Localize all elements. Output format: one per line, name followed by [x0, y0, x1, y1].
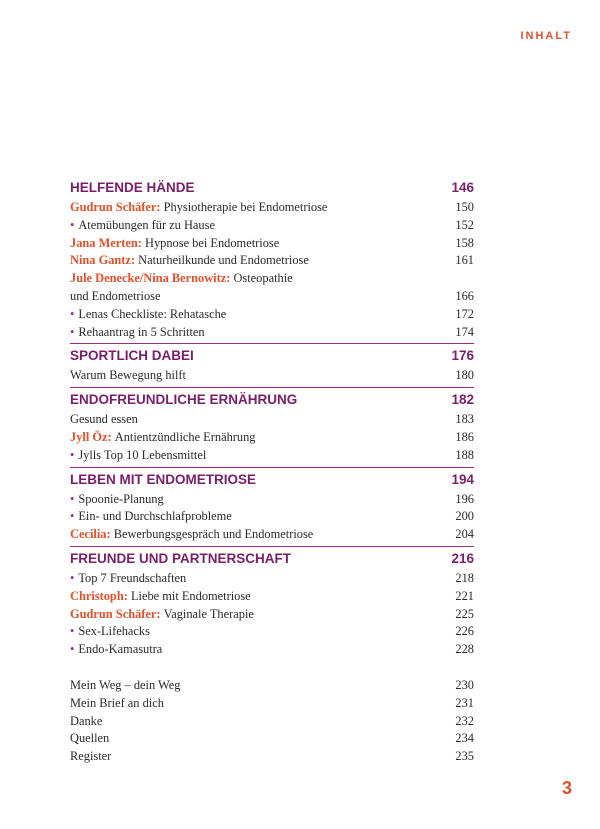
section-title: ENDOFREUNDLICHE ERNÄHRUNG: [70, 392, 298, 408]
entry-page: 235: [455, 749, 474, 764]
toc-entry[interactable]: [70, 199, 474, 217]
entry-text: [70, 730, 444, 748]
entry-page: 161: [455, 253, 474, 268]
toc-entry[interactable]: [70, 623, 474, 641]
section-heading[interactable]: [70, 343, 474, 367]
entry-page: 186: [455, 429, 474, 444]
entry-page: 180: [455, 368, 474, 383]
section-entries: [70, 367, 474, 385]
entry-title: Gesund essen: [70, 412, 138, 427]
entry-text: [70, 606, 444, 624]
entry-title: Physiotherapie bei Endometriose: [163, 200, 328, 214]
entry-page: 218: [455, 570, 474, 585]
bullet-icon: •: [70, 570, 75, 585]
section-page: 216: [451, 550, 474, 566]
entry-page: 200: [455, 509, 474, 524]
section-page: 176: [451, 348, 474, 364]
toc-section: [70, 387, 474, 464]
entry-text: [70, 526, 444, 544]
entry-title: Sex-Lifehacks: [78, 624, 150, 639]
toc-entry[interactable]: [70, 526, 474, 544]
entry-page: 232: [455, 713, 474, 728]
section-title: HELFENDE HÄNDE: [70, 180, 195, 195]
toc-section: [70, 176, 474, 341]
entry-text: [70, 270, 444, 288]
toc-entry[interactable]: [70, 367, 474, 385]
entry-page: 158: [455, 235, 474, 250]
entry-text: [70, 288, 444, 306]
entry-page: 150: [455, 200, 474, 214]
entry-page: 196: [455, 491, 474, 506]
toc-section: [70, 343, 474, 385]
entry-title: Vaginale Therapie: [163, 606, 254, 621]
toc-entry[interactable]: [70, 235, 474, 253]
toc-section: [70, 467, 474, 544]
section-entries: [70, 199, 474, 341]
entry-title: Ein- und Durchschlafprobleme: [78, 509, 232, 524]
entry-text: [70, 252, 444, 270]
toc-entry[interactable]: [70, 288, 474, 306]
entry-author: Jana Merten:: [70, 235, 146, 250]
entry-title: Antientzündliche Ernährung: [114, 429, 256, 444]
section-heading[interactable]: [70, 176, 474, 199]
entry-title: Naturheilkunde und Endometriose: [138, 253, 309, 268]
entry-author: Jyll Öz:: [70, 429, 115, 444]
toc-entry[interactable]: [70, 306, 474, 324]
section-page: 194: [451, 471, 474, 487]
entry-text: [70, 677, 444, 695]
entry-page: 183: [455, 412, 474, 427]
bullet-icon: •: [70, 624, 75, 639]
entry-page: 172: [455, 306, 474, 321]
entry-author: Gudrun Schäfer:: [70, 200, 164, 214]
toc-section: [70, 546, 474, 659]
table-of-contents: [70, 176, 474, 766]
toc-entry[interactable]: [70, 713, 474, 731]
section-heading[interactable]: [70, 467, 474, 491]
entry-text: [70, 217, 444, 235]
toc-entry[interactable]: [70, 270, 474, 288]
toc-entry[interactable]: [70, 447, 474, 465]
bullet-icon: •: [70, 306, 75, 321]
section-title: SPORTLICH DABEI: [70, 348, 194, 364]
entry-text: [70, 491, 444, 509]
entry-page: 174: [455, 324, 474, 339]
entry-author: Christoph:: [70, 588, 131, 603]
entry-title: Endo-Kamasutra: [78, 642, 163, 657]
entry-page: 204: [455, 527, 474, 542]
entry-text: [70, 447, 444, 465]
section-entries: [70, 570, 474, 659]
bullet-icon: •: [70, 324, 75, 339]
toc-entry[interactable]: [70, 429, 474, 447]
entry-title: Top 7 Freundschaften: [78, 570, 187, 585]
section-heading[interactable]: [70, 546, 474, 570]
entry-title: Lenas Checkliste: Rehatasche: [78, 306, 227, 321]
entry-text: [70, 570, 444, 588]
entry-page: 226: [455, 624, 474, 639]
entry-title: Warum Bewegung hilft: [70, 368, 186, 383]
entry-text: [70, 429, 444, 447]
entry-text: [70, 411, 444, 429]
toc-entry[interactable]: [70, 570, 474, 588]
entry-text: [70, 623, 444, 641]
section-heading[interactable]: [70, 387, 474, 411]
toc-entry[interactable]: [70, 411, 474, 429]
entry-title: Rehaantrag in 5 Schritten: [78, 324, 205, 339]
toc-entry[interactable]: [70, 748, 474, 766]
toc-entry[interactable]: [70, 324, 474, 342]
entry-author: Nina Gantz:: [70, 253, 139, 268]
entry-text: [70, 713, 444, 731]
entry-text: [70, 588, 444, 606]
toc-entry[interactable]: [70, 730, 474, 748]
section-title: LEBEN MIT ENDOMETRIOSE: [70, 471, 257, 487]
entry-page: 231: [455, 695, 474, 710]
entry-text: [70, 695, 444, 713]
toc-entry[interactable]: [70, 606, 474, 624]
entry-text: [70, 508, 444, 526]
entry-text: [70, 306, 444, 324]
entry-page: 152: [455, 217, 474, 232]
entry-title: Register: [70, 749, 112, 764]
section-entries: [70, 491, 474, 544]
entry-page: 188: [455, 447, 474, 462]
entry-title: und Endometriose: [70, 288, 161, 303]
entry-page: 166: [455, 288, 474, 303]
entry-text: [70, 235, 444, 253]
page-number: 3: [561, 778, 572, 798]
entry-author: Cecilia:: [70, 527, 114, 542]
bullet-icon: •: [70, 509, 75, 524]
toc-entry[interactable]: [70, 508, 474, 526]
back-matter-entries: [70, 677, 474, 766]
entry-text: [70, 367, 444, 385]
entry-text: [70, 199, 444, 217]
entry-text: [70, 641, 444, 659]
bullet-icon: •: [70, 447, 75, 462]
running-header: INHALT: [520, 30, 572, 42]
entry-author: Gudrun Schäfer:: [70, 606, 164, 621]
entry-title: Bewerbungsgespräch und Endometriose: [113, 527, 314, 542]
section-page: 182: [451, 392, 474, 408]
entry-title: Danke: [70, 713, 103, 728]
section-entries: [70, 411, 474, 464]
bullet-icon: •: [70, 491, 75, 506]
entry-title: Hypnose bei Endometriose: [145, 235, 280, 250]
section-title: FREUNDE UND PARTNERSCHAFT: [70, 550, 291, 566]
entry-title: Atemübungen für zu Hause: [78, 217, 215, 232]
entry-page: 234: [455, 731, 474, 746]
section-page: 146: [451, 180, 474, 195]
entry-title: Mein Brief an dich: [70, 695, 164, 710]
entry-page: 228: [455, 642, 474, 657]
entry-author: Jule Denecke/Nina Bernowitz:: [70, 271, 234, 286]
toc-entry[interactable]: [70, 252, 474, 270]
toc-entry[interactable]: [70, 491, 474, 509]
toc-entry[interactable]: [70, 695, 474, 713]
entry-title: Osteopathie: [233, 271, 293, 286]
entry-page: 221: [455, 588, 474, 603]
toc-entry[interactable]: [70, 588, 474, 606]
entry-text: [70, 748, 444, 766]
bullet-icon: •: [70, 217, 75, 232]
bullet-icon: •: [70, 642, 75, 657]
entry-page: 230: [455, 677, 474, 692]
entry-title: Quellen: [70, 731, 110, 746]
entry-title: Spoonie-Planung: [78, 491, 164, 506]
entry-title: Liebe mit Endometriose: [130, 588, 251, 603]
entry-text: [70, 324, 444, 342]
entry-page: 225: [455, 606, 474, 621]
toc-entry[interactable]: [70, 677, 474, 695]
toc-entry[interactable]: [70, 217, 474, 235]
entry-title: Jylls Top 10 Lebensmittel: [78, 447, 207, 462]
toc-entry[interactable]: [70, 641, 474, 659]
entry-title: Mein Weg – dein Weg: [70, 677, 181, 692]
